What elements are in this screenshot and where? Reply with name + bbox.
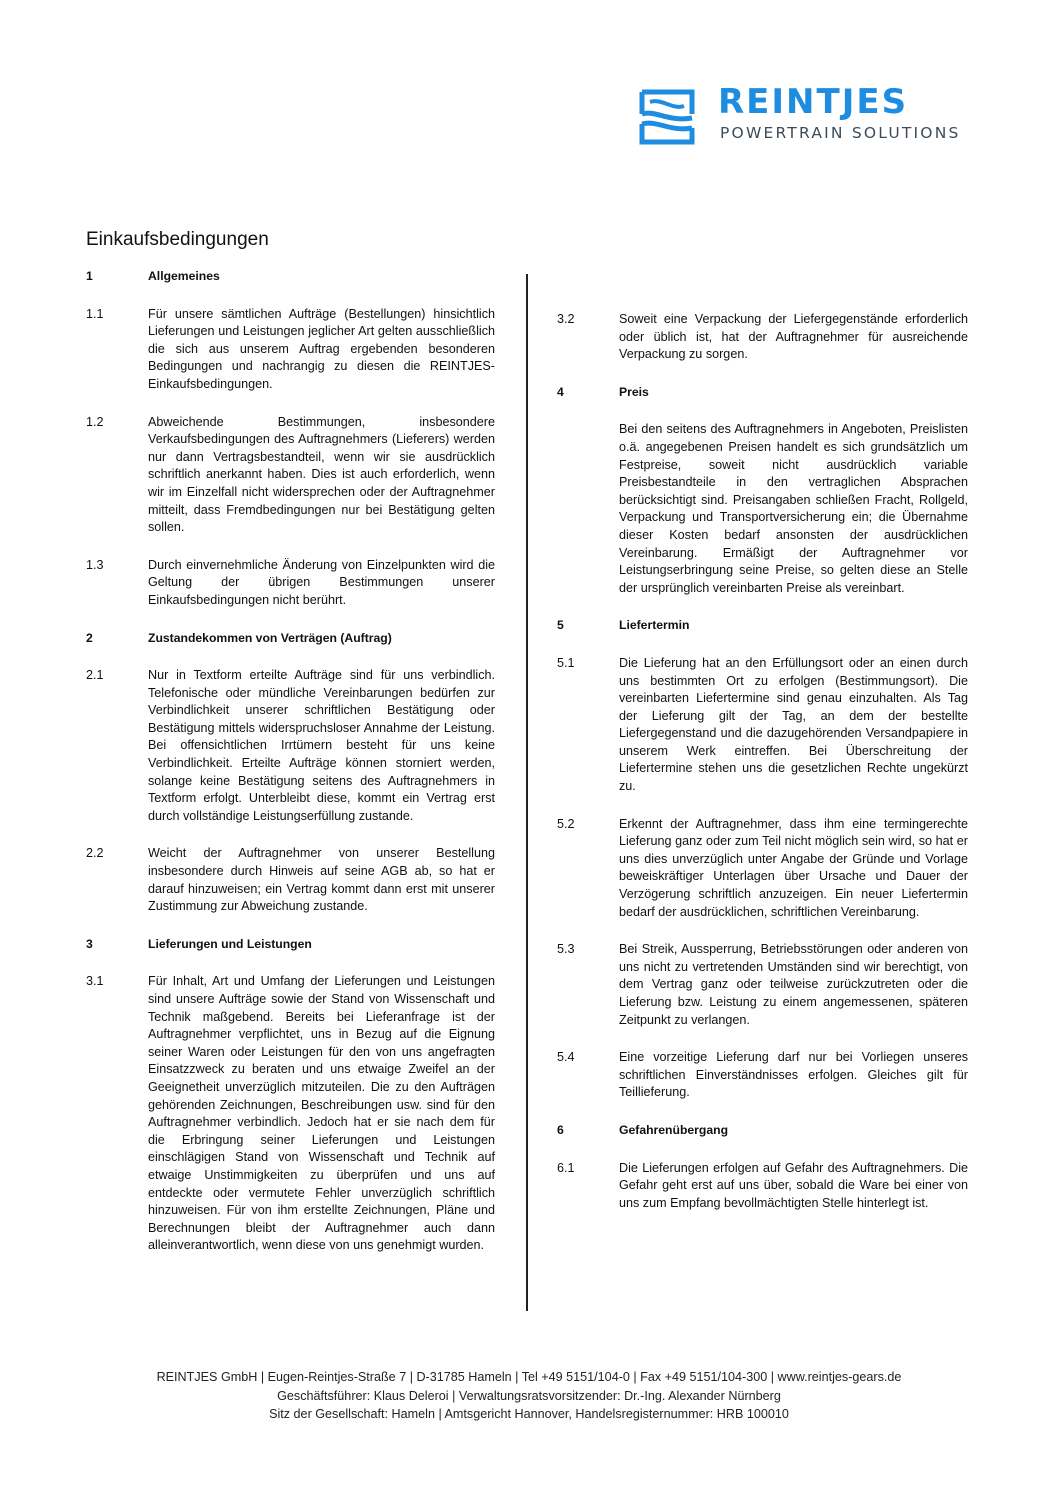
reintjes-logo-icon <box>638 88 696 146</box>
section-heading-3 <box>86 936 495 954</box>
clause-number: 6.1 <box>557 1160 575 1175</box>
section-number: 2 <box>86 630 93 645</box>
document-title: Einkaufsbedingungen <box>86 229 269 250</box>
section-title: Gefahrenübergang <box>619 1122 729 1137</box>
section-title: Allgemeines <box>148 269 220 283</box>
clause-1-2 <box>86 414 495 537</box>
section-title: Zustandekommen von Verträgen (Auftrag) <box>148 630 392 645</box>
clause-number: 1.1 <box>86 306 104 321</box>
section-number: 4 <box>557 384 564 399</box>
clause-2-2 <box>86 845 495 915</box>
clause-number: 1.2 <box>86 414 104 429</box>
clause-text: Die Lieferung hat an den Erfüllungsort oder an einen durch uns bestimmten Ort zu erfolgen (Bestimmungsort). Die vereinbarten Liefertermine sind genau einzuhalten. Als Tag der Lieferung gilt der Tag, an dem der bestellte Liefergegenstand und die dazugehörenden Versandpapiere in unserem Werk eintreffen. Bei Überschreitung der Liefertermine stehen uns die gesetzlichen Rechte ungekürzt zu. <box>619 655 968 794</box>
section-number: 3 <box>86 936 93 951</box>
clause-3-1 <box>86 973 495 1255</box>
clause-text: Durch einvernehmliche Änderung von Einzelpunkten wird die Geltung der übrigen Bestimmungen unserer Einkaufsbedingungen nicht berührt. <box>148 557 495 607</box>
clause-2-1 <box>86 667 495 825</box>
section-heading-4 <box>557 384 968 402</box>
clause-1-3 <box>86 557 495 610</box>
clause-5-1 <box>557 655 968 796</box>
right-column <box>557 311 968 1212</box>
section-number: 1 <box>86 269 93 283</box>
section-title: Lieferungen und Leistungen <box>148 936 312 951</box>
logo-title: REINTJES <box>718 82 909 122</box>
clause-6-1 <box>557 1160 968 1213</box>
logo-subtitle: POWERTRAIN SOLUTIONS <box>720 124 961 142</box>
clause-5-3 <box>557 941 968 1029</box>
clause-number: 3.1 <box>86 974 104 989</box>
footer-registry-line: Sitz der Gesellschaft: Hameln | Amtsgericht Hannover, Handelsregisternummer: HRB 100010 <box>269 1407 789 1422</box>
clause-number: 5.1 <box>557 655 575 670</box>
clause-text: Für unsere sämtlichen Aufträge (Bestellungen) hinsichtlich Lieferungen und Leistungen jeglicher Art gelten ausschließlich die sich aus unserem Auftrag ergebenden besonderen Bedingungen und nachrangig zu diesen die REINTJES-Einkaufsbedingungen. <box>148 306 495 391</box>
clause-4-body <box>557 421 968 597</box>
section-title: Liefertermin <box>619 618 690 633</box>
page-footer <box>0 1368 1058 1424</box>
clause-text: Soweit eine Verpackung der Liefergegenstände erforderlich oder üblich ist, hat der Auftragnehmer für ausreichende Verpackung zu sorgen. <box>619 312 968 362</box>
footer-company-line: REINTJES GmbH | Eugen-Reintjes-Straße 7 | D-31785 Hameln | Tel +49 5151/104-0 | Fax +49 5151/104-300 | www.reintjes-gears.de <box>156 1370 902 1384</box>
clause-5-2 <box>557 816 968 922</box>
section-heading-5 <box>557 617 968 635</box>
company-logo <box>638 82 970 148</box>
clause-5-4 <box>557 1049 968 1102</box>
clause-text: Bei Streik, Aussperrung, Betriebsstörungen oder anderen von uns nicht zu vertretenden Umständen sind wir berechtigt, von dem Vertrag ganz oder teilweise zurückzutreten oder die Lieferung bzw. Leistung zu einem angemessenen, späteren Zeitpunkt zu verlangen. <box>619 942 968 1027</box>
clause-1-1 <box>86 306 495 394</box>
clause-text: Erkennt der Auftragnehmer, dass ihm eine termingerechte Lieferung ganz oder zum Teil nicht möglich sein wird, so hat er uns dies unverzüglich unter Angabe der Gründe und Vorlage beweiskräftiger Unterlagen über Ursache und Dauer der Verzögerung schriftlich anzuzeigen. Ein neuer Liefertermin bedarf der ausdrücklichen, schriftlichen Vereinbarung. <box>619 816 968 919</box>
clause-text: Für Inhalt, Art und Umfang der Lieferungen und Leistungen sind unsere Aufträge sowie der Stand von Wissenschaft und Technik maßgebend. Bereits bei Lieferanfrage ist der Auftragnehmer verpflichtet, uns in Bezug auf die Eignung seiner Waren oder Leistungen für den von uns angefragten Einsatzzweck zu beraten und uns etwaige Zweifel an der Geeignetheit unverzüglich mitzuteilen. Die zu den Aufträgen gehörenden Zeichnungen, Beschreibungen usw. sind für den Auftragnehmer verbindlich. Jedoch hat er sie nach dem für die Erbringung seiner Lieferungen und Leistungen einschlägigen Stand von Wissenschaft und Technik auf etwaige Unstimmigkeiten zu überprüfen und uns auf entdeckte oder vermutete Fehler unverzüglich schriftlich hinzuweisen. Für von ihm erstellte Zeichnungen, Pläne und Berechnungen bleibt der Auftragnehmer auch dann alleinverantwortlich, wenn diese von uns genehmigt wurden. <box>148 974 495 1253</box>
clause-number: 5.4 <box>557 1050 575 1065</box>
section-heading-2 <box>86 630 495 648</box>
clause-text: Weicht der Auftragnehmer von unserer Bestellung insbesondere durch Hinweis auf seine AGB ab, so hat er darauf hinzuweisen; ein Vertrag kommt dann erst mit unserer Zustimmung zur Abweichung zustande. <box>148 846 495 914</box>
footer-management-line: Geschäftsführer: Klaus Deleroi | Verwaltungsratsvorsitzender: Dr.-Ing. Alexander Nürnberg <box>277 1388 781 1403</box>
clause-number: 5.2 <box>557 816 575 831</box>
clause-number: 1.3 <box>86 557 104 572</box>
clause-number: 2.1 <box>86 668 104 683</box>
clause-text: Bei den seitens des Auftragnehmers in Angeboten, Preislisten o.ä. angegebenen Preisen handelt es sich grundsätzlich um Festpreise, soweit nicht ausdrücklich variable Preisbestandteile in den vertraglichen Absprachen berücksichtigt sind. Preisangaben schließen Fracht, Rollgeld, Verpackung und Transportversicherung ein; die Übernahme dieser Kosten bedarf ansonsten der ausdrücklichen Vereinbarung. Ermäßigt der Auftragnehmer vor Leistungserbringung seine Preise, so gelten diese an Stelle der ursprünglich vereinbarten Preise als vereinbart. <box>619 422 968 595</box>
clause-text: Nur in Textform erteilte Aufträge sind für uns verbindlich. Telefonische oder mündliche Vereinbarungen bedürfen zur Verbindlichkeit unserer schriftlichen Bestätigung oder Bestätigung mittels widerspruchsloser Annahme der Leistung. Bei offensichtlichen Irrtümern besteht für uns keine Verbindlichkeit. Erteilte Aufträge können storniert werden, solange keine Bestätigung seitens des Auftragnehmers in Textform erfolgt. Unterbleibt diese, kommt ein Vertrag erst durch vollständige Leistungserfüllung zustande. <box>148 668 495 823</box>
section-heading-6 <box>557 1122 968 1140</box>
section-title: Preis <box>619 384 649 399</box>
clause-3-2 <box>557 311 968 364</box>
column-divider <box>526 274 528 1311</box>
left-column <box>86 268 495 1255</box>
section-number: 5 <box>557 618 564 633</box>
clause-text: Eine vorzeitige Lieferung darf nur bei Vorliegen unseres schriftlichen Einverständnisses erfolgen. Gleiches gilt für Teillieferung. <box>619 1050 968 1100</box>
section-heading-1 <box>86 268 495 286</box>
clause-number: 3.2 <box>557 312 575 326</box>
clause-number: 5.3 <box>557 942 575 957</box>
clause-text: Abweichende Bestimmungen, insbesondere Verkaufsbedingungen des Auftragnehmers (Lieferers) werden nur dann Vertragsbestandteil, wenn wir sie ausdrücklich schriftlich anerkannt haben. Dies ist auch erforderlich, wenn wir im Einzelfall nicht widersprechen oder der Auftragnehmer mitteilt, dass Fremdbedingungen nur bei Bestätigung gelten sollen. <box>148 414 495 535</box>
section-number: 6 <box>557 1122 564 1137</box>
clause-text: Die Lieferungen erfolgen auf Gefahr des Auftragnehmers. Die Gefahr geht erst auf uns über, sobald die Ware bei einer von uns zum Empfang bevollmächtigten Stelle hinterlegt ist. <box>619 1160 968 1210</box>
clause-number: 2.2 <box>86 846 104 861</box>
